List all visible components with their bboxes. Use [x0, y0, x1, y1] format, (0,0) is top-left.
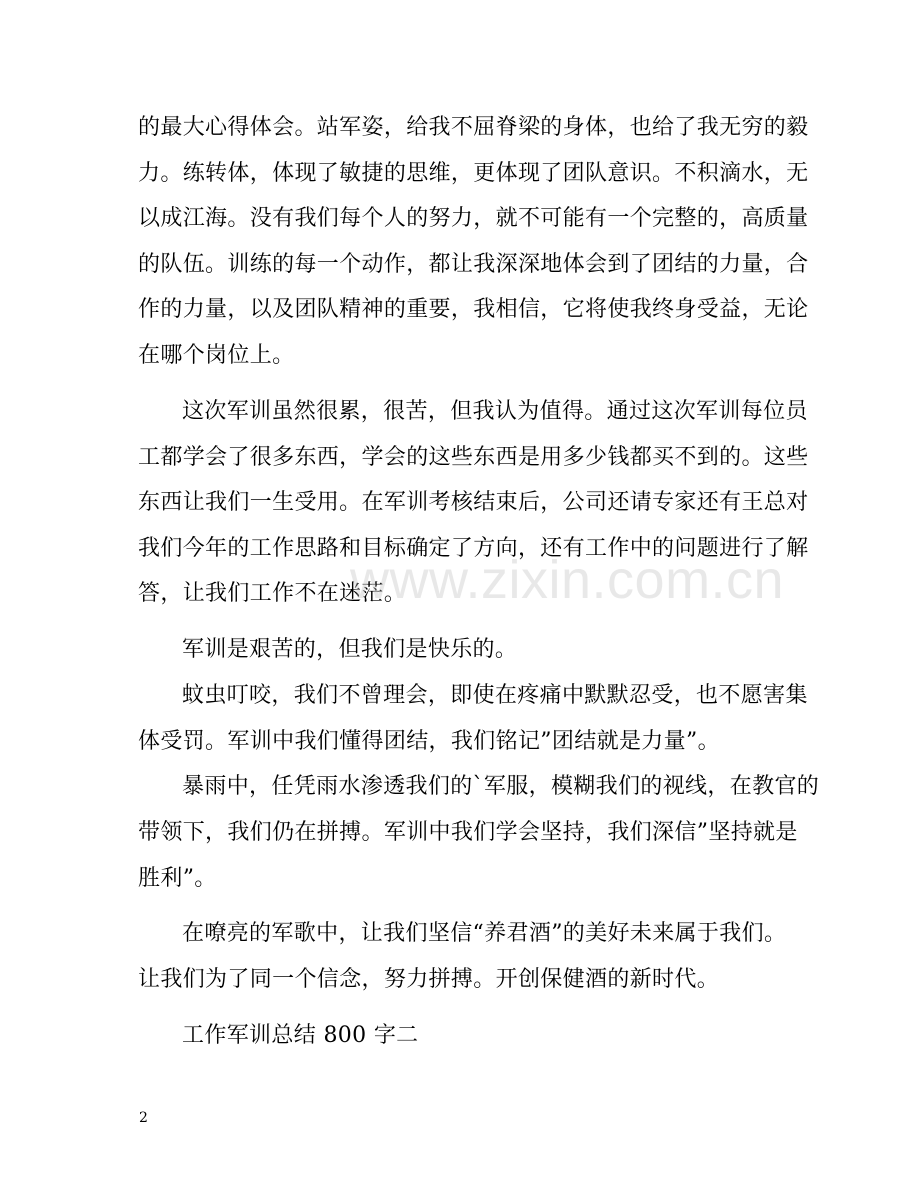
text-line: 带领下，我们仍在拼搏。军训中我们学会坚持，我们深信”坚持就是: [138, 820, 798, 845]
text-line: 在哪个岗位上。: [138, 343, 295, 368]
text-line: 让我们为了同一个信念，努力拼搏。开创保健酒的新时代。: [138, 967, 720, 992]
text-line: 工都学会了很多东西，学会的这些东西是用多少钱都买不到的。这些: [138, 445, 809, 470]
text-line: 的队伍。训练的每一个动作，都让我深深地体会到了团结的力量，合: [138, 252, 809, 277]
text-line: 暴雨中，任凭雨水渗透我们的`军服，模糊我们的视线，在教官的: [182, 774, 820, 799]
text-line: 在嘹亮的军歌中，让我们坚信“养君酒”的美好未来属于我们。: [182, 921, 787, 946]
text-line: 力。练转体，体现了敏捷的思维，更体现了团队意识。不积滴水，无: [138, 161, 809, 186]
text-line: 体受罚。军训中我们懂得团结，我们铭记”团结就是力量”。: [138, 729, 720, 754]
text-line: 我们今年的工作思路和目标确定了方向，还有工作中的问题进行了解: [138, 536, 809, 561]
text-line: 蚊虫叮咬，我们不曾理会，即使在疼痛中默默忍受，也不愿害集: [182, 683, 808, 708]
text-line: 这次军训虽然很累，很苦，但我认为值得。通过这次军训每位员: [182, 399, 808, 424]
text-line: 答，让我们工作不在迷茫。: [138, 581, 407, 606]
page-number: 2: [139, 1110, 148, 1126]
text-line: 的最大心得体会。站军姿，给我不屈脊梁的身体，也给了我无穷的毅: [138, 115, 809, 140]
section-heading: 工作军训总结 800 字二: [182, 1023, 419, 1048]
text-line: 胜利”。: [138, 866, 217, 891]
text-line: 东西让我们一生受用。在军训考核结束后，公司还请专家还有王总对: [138, 490, 809, 515]
text-line: 作的力量，以及团队精神的重要，我相信，它将使我终身受益，无论: [138, 297, 809, 322]
text-line: 以成江海。没有我们每个人的努力，就不可能有一个完整的，高质量: [138, 206, 809, 231]
text-line: 军训是艰苦的，但我们是快乐的。: [182, 637, 518, 662]
watermark: www.zixin.com.cn: [350, 550, 785, 610]
